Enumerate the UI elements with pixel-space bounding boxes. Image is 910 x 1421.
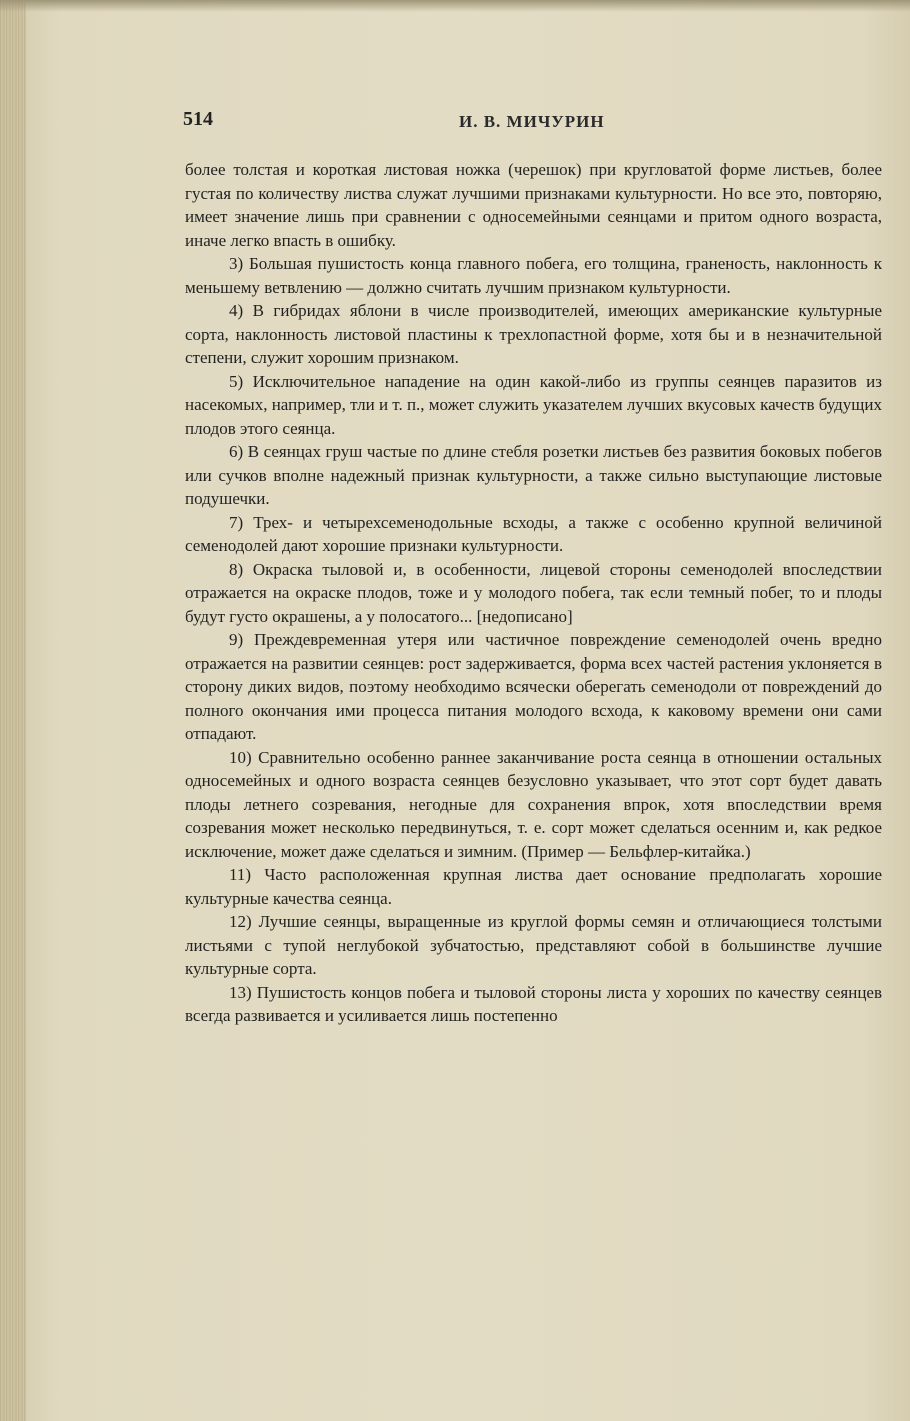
page-edge-stack xyxy=(0,0,26,1421)
paragraph-item-11: 11) Часто расположенная крупная листва дает основание предполагать хорошие культурные качества сеянца. xyxy=(185,865,882,908)
paragraph-item-6: 6) В сеянцах груш частые по длине стебля розетки листьев без развития боковых побегов или сучков вполне надежный признак культурности, а также сильно выступающие листовые подушечки. xyxy=(185,442,882,508)
paragraph-item-7: 7) Трех- и четырехсеменодольные всходы, а также с особенно крупной величиной семенодолей дают хорошие признаки культурности. xyxy=(185,512,882,555)
body-text xyxy=(185,158,882,1028)
top-shadow xyxy=(0,0,910,12)
paragraph-item-13: 13) Пушистость концов побега и тыловой стороны листа у хороших по качеству сеянцев всегда развивается и усиливается лишь постепенно xyxy=(185,982,882,1025)
paragraph-item-3: 3) Большая пушистость конца главного побега, его толщина, граненость, наклонность к меньшему ветвлению — должно считать лучшим признаком культурности. xyxy=(185,254,882,297)
paragraph-item-9: 9) Преждевременная утеря или частичное повреждение семенодолей очень вредно отражается на развитии сеянцев: рост задерживается, форма всех частей растения уклоняется в сторону диких видов, поэтому необходимо всячески оберегать семенодоли от повреждений до полного окончания ими процесса питания молодого всхода, к каковому времени они сами отпадают. xyxy=(185,630,882,743)
page-header xyxy=(183,108,883,138)
paragraph-item-12: 12) Лучшие сеянцы, выращенные из круглой формы семян и отличающиеся толстыми листьями с тупой неглубокой зубчатостью, представляют собой в большинстве лучшие культурные сорта. xyxy=(185,912,882,978)
paragraph-continuation: более толстая и короткая листовая ножка (черешок) при кругловатой форме листьев, более густая по количеству листва служат лучшими признаками культурности. Но все это, повторяю, имеет значение лишь при сравнении с односемейными сеянцами и притом одного возраста, иначе легко впасть в ошибку. xyxy=(185,160,882,250)
running-title: И. В. МИЧУРИН xyxy=(459,112,605,131)
paragraph-item-5: 5) Исключительное нападение на один какой-либо из группы сеянцев паразитов из насекомых, например, тли и т. п., может служить указателем лучших вкусовых качеств будущих плодов этого сеянца. xyxy=(185,371,882,438)
paragraph-item-10: 10) Сравнительно особенно раннее заканчивание роста сеянца в отношении остальных односемейных и одного возраста сеянцев безусловно указывает, что этот сорт будет давать плоды летнего созревания, негодные для сохранения впрок, хотя впоследствии время созревания может несколько передвинуться, т. е. сорт может сделаться осенним и, как редкое исключение, может даже сделаться и зимним. (Пример — Бельфлер-китайка.) xyxy=(185,747,882,861)
page-number: 514 xyxy=(183,108,213,130)
paragraph-item-4: 4) В гибридах яблони в числе производителей, имеющих американские культурные сорта, наклонность листовой пластины к трехлопастной форме, хотя бы и в незначительной степени, служит хорошим признаком. xyxy=(185,301,882,367)
paragraph-item-8: 8) Окраска тыловой и, в особенности, лицевой стороны семенодолей впоследствии отражается на окраске плодов, тоже и у молодого побега, так если темный побег, то и плоды будут густо окрашены, а у полосатого... [недописано] xyxy=(185,559,882,626)
